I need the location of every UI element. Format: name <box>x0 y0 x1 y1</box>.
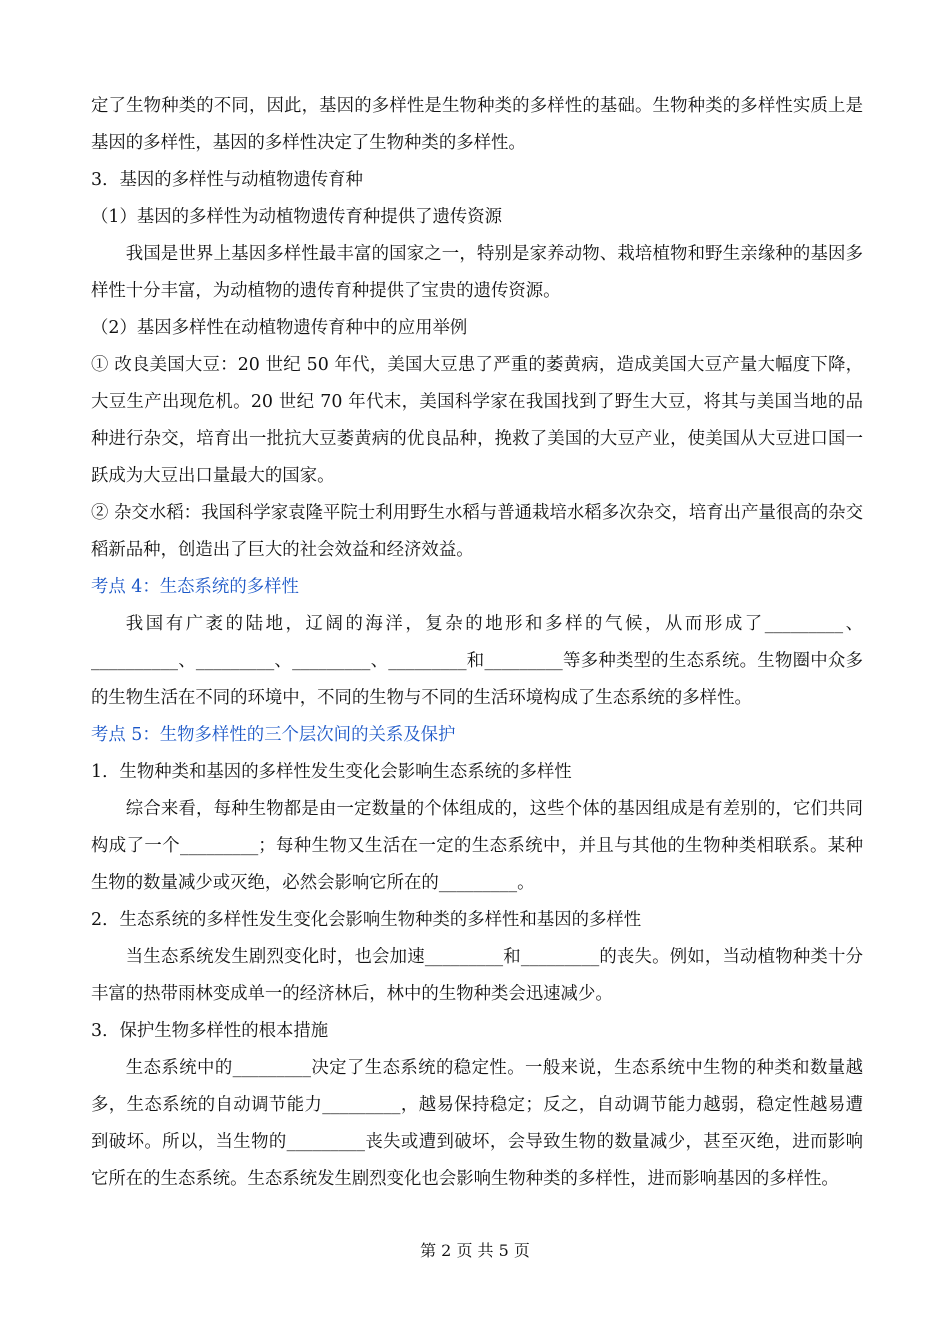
section-3-1-body: 我国是世界上基因多样性最丰富的国家之一，特别是家养动物、栽培植物和野生亲缘种的基因多样性十分丰富，为动植物的遗传育种提供了宝贵的遗传资源。 <box>91 244 863 301</box>
kaodian-5-3-title: 3．保护生物多样性的根本措施 <box>91 1021 329 1041</box>
kaodian-5-1-title: 1．生物种类和基因的多样性发生变化会影响生态系统的多样性 <box>91 762 572 782</box>
page-footer: 第 2 页 共 5 页 <box>420 1241 530 1260</box>
kaodian-5-1-body: 综合来看，每种生物都是由一定数量的个体组成的，这些个体的基因组成是有差别的，它们共同构成了一个_________；每种生物又生活在一定的生态系统中，并且与其他的生物种类相联系。某种生物的数量减少或灭绝，必然会影响它所在的_________。 <box>91 799 863 893</box>
kaodian-5-2-body: 当生态系统发生剧烈变化时，也会加速_________和_________的丧失。例如，当动植物种类十分丰富的热带雨林变成单一的经济林后，林中的生物种类会迅速减少。 <box>91 947 863 1004</box>
section-3-title: 3．基因的多样性与动植物遗传育种 <box>91 170 363 190</box>
kaodian-5-3-body: 生态系统中的_________决定了生态系统的稳定性。一般来说，生态系统中生物的种类和数量越多，生态系统的自动调节能力_________，越易保持稳定；反之，自动调节能力越弱，稳定性越易遭到破坏。所以，当生物的_________丧失或遭到破坏，会导致生物的数量减少，甚至灭绝，进而影响它所在的生态系统。生态系统发生剧烈变化也会影响生物种类的多样性，进而影响基因的多样性。 <box>91 1058 863 1189</box>
example-soybean: ① 改良美国大豆：20 世纪 50 年代，美国大豆患了严重的萎黄病，造成美国大豆产量大幅度下降，大豆生产出现危机。20 世纪 70 年代末，美国科学家在我国找到了野生大豆，将其与美国当地的品种进行杂交，培育出一批抗大豆萎黄病的优良品种，挽救了美国的大豆产业，使美国从大豆进口国一跃成为大豆出口量最大的国家。 <box>91 355 863 486</box>
section-3-1-title: （1）基因的多样性为动植物遗传育种提供了遗传资源 <box>91 207 503 227</box>
kaodian-4-body: 我国有广袤的陆地，辽阔的海洋，复杂的地形和多样的气候，从而形成了_________、__________、_________、_________、_________和_________等多种类型的生态系统。生物圈中众多的生物生活在不同的环境中，不同的生物与不同的生活环境构成了生态系统的多样性。 <box>91 614 863 708</box>
kaodian-5-heading: 考点 5：生物多样性的三个层次间的关系及保护 <box>91 725 456 745</box>
kaodian-4-heading: 考点 4：生态系统的多样性 <box>91 577 299 597</box>
paragraph-intro: 定了生物种类的不同，因此，基因的多样性是生物种类的多样性的基础。生物种类的多样性实质上是基因的多样性，基因的多样性决定了生物种类的多样性。 <box>91 96 863 153</box>
example-hybrid-rice: ② 杂交水稻：我国科学家袁隆平院士利用野生水稻与普通栽培水稻多次杂交，培育出产量很高的杂交稻新品种，创造出了巨大的社会效益和经济效益。 <box>91 503 863 560</box>
kaodian-5-2-title: 2．生态系统的多样性发生变化会影响生物种类的多样性和基因的多样性 <box>91 910 642 930</box>
document-page <box>91 88 863 1198</box>
section-3-2-title: （2）基因多样性在动植物遗传育种中的应用举例 <box>91 318 468 338</box>
